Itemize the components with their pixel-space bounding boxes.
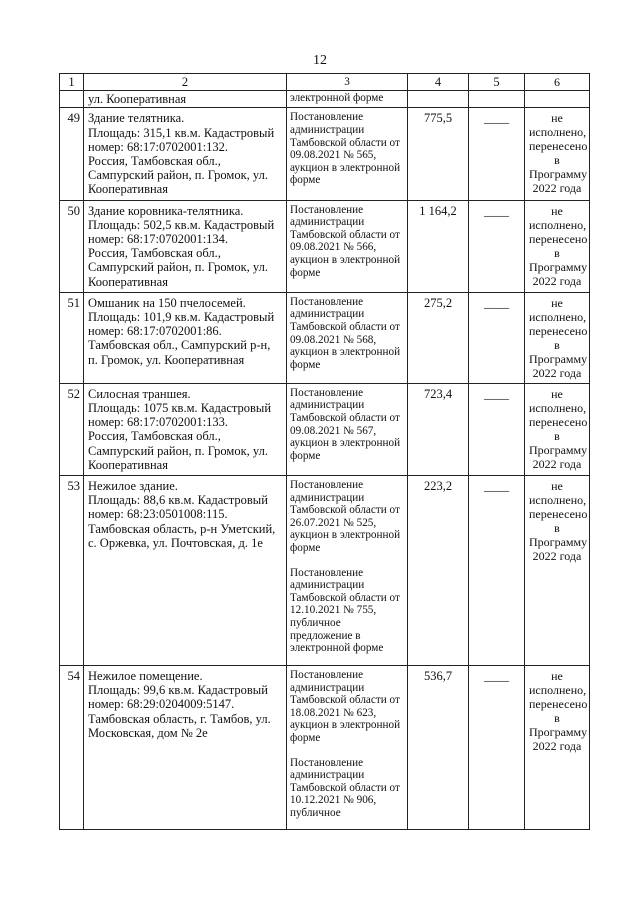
object-cell	[84, 108, 287, 200]
col5-cell	[469, 91, 525, 108]
status-cell: не исполнено, перенесено в Программу 2022 года	[525, 476, 590, 666]
object-line: Тамбовская обл., Сампурский р-н, п. Громок, ул. Кооперативная	[88, 338, 271, 367]
basis-cell	[287, 383, 408, 475]
object-cell	[84, 383, 287, 475]
object-line: Россия, Тамбовская обл., Сампурский район, п. Громок, ул. Кооперативная	[88, 246, 268, 289]
basis-document: Постановление администрации Тамбовской области от 18.08.2021 № 623, аукцион в электронной форме	[290, 669, 401, 745]
table-row	[60, 292, 590, 383]
value-cell: 536,7	[408, 666, 469, 830]
object-line: Площадь: 315,1 кв.м. Кадастровый номер: 68:17:0702001:132.	[88, 125, 275, 154]
col5-cell: ____	[469, 292, 525, 383]
value-cell: 223,2	[408, 476, 469, 666]
object-cell	[84, 200, 287, 292]
basis-document: Постановление администрации Тамбовской области от 12.10.2021 № 755, публичное предложение в электронной форме	[290, 566, 400, 655]
basis-document: Постановление администрации Тамбовской области от 09.08.2021 № 568, аукцион в электронной форме	[290, 295, 401, 371]
object-cell	[84, 292, 287, 383]
value-cell: 1 164,2	[408, 200, 469, 292]
object-line: Площадь: 502,5 кв.м. Кадастровый номер: 68:17:0702001:134.	[88, 217, 275, 247]
object-line: Площадь: 88,6 кв.м. Кадастровый номер: 68:23:0501008:115.	[88, 493, 268, 522]
basis-cell	[287, 666, 408, 830]
property-table	[59, 73, 590, 830]
object-line: Площадь: 1075 кв.м. Кадастровый номер: 68:17:0702001:133.	[88, 401, 272, 430]
object-line: Нежилое помещение.	[88, 669, 203, 684]
value-cell	[408, 91, 469, 108]
basis-document: Постановление администрации Тамбовской области от 09.08.2021 № 565, аукцион в электронной форме	[290, 111, 401, 187]
object-cell	[84, 666, 287, 830]
col5-cell: ____	[469, 383, 525, 475]
object-line: Здание коровника-телятника.	[88, 203, 244, 218]
basis-cell	[287, 108, 408, 200]
status-cell: не исполнено, перенесено в Программу 2022 года	[525, 292, 590, 383]
col5-cell: ____	[469, 666, 525, 830]
object-line: Россия, Тамбовская обл., Сампурский район, п. Громок, ул. Кооперативная	[88, 154, 268, 197]
basis-document: Постановление администрации Тамбовской области от 26.07.2021 № 525, аукцион в электронной форме	[290, 479, 401, 555]
status-cell: не исполнено, перенесено в Программу 2022 года	[525, 200, 590, 292]
col5-cell: ____	[469, 200, 525, 292]
basis-document: Постановление администрации Тамбовской области от 10.12.2021 № 906, публичное	[290, 756, 400, 819]
object-cell	[84, 476, 287, 666]
row-number-cell: 53	[60, 476, 84, 666]
row-number-cell	[60, 91, 84, 108]
basis-cell: электронной форме	[287, 91, 408, 108]
value-cell: 775,5	[408, 108, 469, 200]
column-header: 2	[84, 74, 287, 91]
status-cell	[525, 91, 590, 108]
object-line: Россия, Тамбовская обл., Сампурский район, п. Громок, ул. Кооперативная	[88, 429, 268, 472]
object-line: Тамбовская область, р-н Уметский, с. Оржевка, ул. Почтовская, д. 1е	[88, 521, 276, 550]
page-number: 12	[313, 53, 327, 68]
object-line: Силосная траншея.	[88, 386, 191, 401]
basis-document: Постановление администрации Тамбовской области от 09.08.2021 № 566, аукцион в электронной форме	[290, 203, 401, 279]
table-row	[60, 200, 590, 292]
object-line: Здание телятника.	[88, 111, 185, 126]
row-number-cell: 54	[60, 666, 84, 830]
value-cell: 723,4	[408, 383, 469, 475]
col5-cell: ____	[469, 476, 525, 666]
status-cell: не исполнено, перенесено в Программу 2022 года	[525, 666, 590, 830]
basis-document: Постановление администрации Тамбовской области от 09.08.2021 № 567, аукцион в электронной форме	[290, 386, 401, 462]
row-number-cell: 51	[60, 292, 84, 383]
object-line: Омшаник на 150 пчелосемей.	[88, 295, 246, 310]
table-row	[60, 383, 590, 475]
column-header: 5	[469, 74, 525, 91]
row-number-cell: 52	[60, 383, 84, 475]
object-line: Площадь: 99,6 кв.м. Кадастровый номер: 68:29:0204009:5147.	[88, 683, 268, 712]
col5-cell: ____	[469, 108, 525, 200]
continuation-row	[60, 91, 590, 108]
status-cell: не исполнено, перенесено в Программу 2022 года	[525, 383, 590, 475]
row-number-cell: 50	[60, 200, 84, 292]
object-cell: ул. Кооперативная	[84, 91, 287, 108]
basis-cell	[287, 292, 408, 383]
object-line: Тамбовская область, г. Тамбов, ул. Московская, дом № 2е	[88, 711, 271, 740]
basis-cell	[287, 200, 408, 292]
column-header: 3	[287, 74, 408, 91]
column-header: 6	[525, 74, 590, 91]
column-header: 1	[60, 74, 84, 91]
table-row	[60, 108, 590, 200]
table-row	[60, 666, 590, 830]
table-row	[60, 476, 590, 666]
object-line: Нежилое здание.	[88, 479, 178, 494]
value-cell: 275,2	[408, 292, 469, 383]
row-number-cell: 49	[60, 108, 84, 200]
column-header: 4	[408, 74, 469, 91]
header-row	[60, 74, 590, 91]
basis-cell	[287, 476, 408, 666]
object-line: Площадь: 101,9 кв.м. Кадастровый номер: 68:17:0702001:86.	[88, 310, 275, 339]
status-cell: не исполнено, перенесено в Программу 2022 года	[525, 108, 590, 200]
